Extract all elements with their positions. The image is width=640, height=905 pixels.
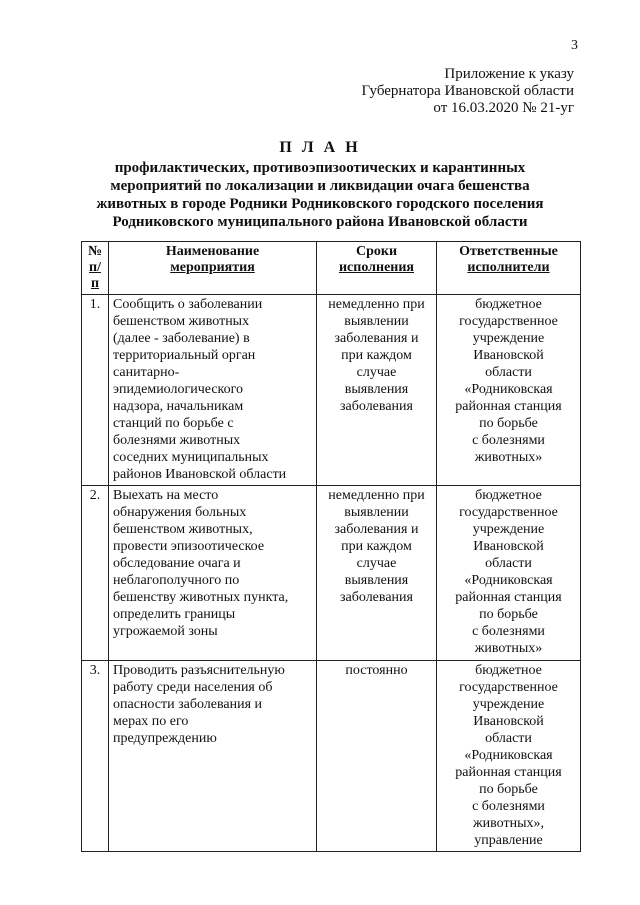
- header-text: исполнители: [467, 260, 550, 275]
- cell-text-line: бешенству животных пункта,: [113, 590, 289, 605]
- cell-text-line: управление: [474, 833, 543, 848]
- responsible-cell: [437, 295, 581, 486]
- activity-cell: [109, 486, 317, 661]
- subtitle-line: Родниковского муниципального района Ивановской области: [112, 214, 528, 230]
- cell-text-line: выявления: [344, 573, 409, 588]
- cell-text-line: по борьбе: [479, 782, 538, 797]
- plan-table: [81, 241, 581, 852]
- cell-text-line: по борьбе: [479, 416, 538, 431]
- table-header-row: [82, 242, 581, 295]
- cell-text-line: области: [485, 731, 532, 746]
- cell-text-line: Выехать на место: [113, 488, 219, 503]
- cell-text-line: Ивановской: [473, 348, 544, 363]
- appendix-line: Приложение к указу: [444, 66, 574, 82]
- cell-text-line: по борьбе: [479, 607, 538, 622]
- cell-text-line: соседних муниципальных: [113, 450, 269, 465]
- cell-text-line: провести эпизоотическое: [113, 539, 265, 554]
- cell-text-line: случае: [356, 365, 397, 380]
- cell-text-line: «Родниковская: [464, 573, 553, 588]
- cell-text-line: бюджетное: [475, 297, 542, 312]
- cell-text-line: области: [485, 556, 532, 571]
- cell-text-line: Ивановской: [473, 539, 544, 554]
- cell-text-line: государственное: [459, 505, 558, 520]
- deadline-cell: [317, 486, 437, 661]
- cell-text-line: Проводить разъяснительную: [113, 663, 285, 678]
- cell-text-line: учреждение: [472, 697, 545, 712]
- column-header-responsible: [437, 242, 581, 295]
- cell-text-line: обнаружения больных: [113, 505, 247, 520]
- document-title-block: [0, 139, 640, 231]
- cell-text-line: определить границы: [113, 607, 236, 622]
- cell-text-line: (далее - заболевание) в: [113, 331, 250, 346]
- cell-text-line: работу среди населения об: [113, 680, 273, 695]
- column-header-deadline: [317, 242, 437, 295]
- deadline-cell: [317, 295, 437, 486]
- cell-text-line: эпидемиологического: [113, 382, 244, 397]
- appendix-note: [361, 66, 574, 117]
- cell-text-line: бюджетное: [475, 663, 542, 678]
- table-row: [82, 295, 581, 486]
- cell-text-line: территориальный орган: [113, 348, 256, 363]
- cell-text-line: с болезнями: [472, 799, 545, 814]
- cell-text-line: животных»,: [472, 816, 544, 831]
- activity-cell: [109, 295, 317, 486]
- cell-text-line: учреждение: [472, 331, 545, 346]
- header-text: мероприятия: [170, 260, 255, 275]
- cell-text-line: санитарно-: [113, 365, 180, 380]
- header-text: Ответственные: [459, 244, 558, 259]
- deadline-cell: [317, 661, 437, 852]
- appendix-line: от 16.03.2020 № 21-уг: [433, 100, 574, 116]
- cell-text-line: заболевания: [340, 590, 413, 605]
- cell-text-line: немедленно при: [328, 297, 425, 312]
- responsible-cell: [437, 486, 581, 661]
- cell-text-line: при каждом: [341, 539, 412, 554]
- cell-text-line: угрожаемой зоны: [113, 624, 218, 639]
- subtitle-line: животных в городе Родники Родниковского городского поселения: [96, 196, 544, 212]
- table-row: [82, 486, 581, 661]
- header-text: исполнения: [338, 260, 414, 275]
- cell-text-line: «Родниковская: [464, 748, 553, 763]
- cell-text-line: бешенством животных: [113, 314, 250, 329]
- header-text: Наименование: [165, 244, 260, 259]
- cell-text-line: неблагополучного по: [113, 573, 240, 588]
- cell-text-line: с болезнями: [472, 433, 545, 448]
- cell-text-line: с болезнями: [472, 624, 545, 639]
- cell-text-line: бюджетное: [475, 488, 542, 503]
- cell-text-line: государственное: [459, 680, 558, 695]
- cell-text-line: болезнями животных: [113, 433, 241, 448]
- table-row: [82, 661, 581, 852]
- cell-text-line: выявлении: [344, 314, 409, 329]
- cell-text-line: Сообщить о заболевании: [113, 297, 263, 312]
- cell-text-line: государственное: [459, 314, 558, 329]
- header-text: п/п: [89, 260, 101, 291]
- cell-text-line: области: [485, 365, 532, 380]
- cell-text-line: надзора, начальникам: [113, 399, 244, 414]
- cell-text-line: при каждом: [341, 348, 412, 363]
- cell-text-line: заболевания и: [334, 522, 419, 537]
- cell-text-line: заболевания: [340, 399, 413, 414]
- header-text: Сроки: [355, 244, 398, 259]
- cell-text-line: районная станция: [455, 765, 562, 780]
- cell-text-line: Ивановской: [473, 714, 544, 729]
- cell-text-line: районов Ивановской области: [113, 467, 287, 482]
- cell-text-line: бешенством животных,: [113, 522, 253, 537]
- cell-text-line: выявлении: [344, 505, 409, 520]
- column-header-activity: [109, 242, 317, 295]
- cell-text-line: районная станция: [455, 590, 562, 605]
- row-number-cell: 2.: [82, 486, 109, 661]
- document-title: П Л А Н: [279, 139, 361, 156]
- header-text: №: [87, 244, 103, 259]
- column-header-number: [82, 242, 109, 295]
- cell-text-line: мерах по его: [113, 714, 189, 729]
- cell-text-line: «Родниковская: [464, 382, 553, 397]
- cell-text-line: животных»: [474, 641, 543, 656]
- cell-text-line: постоянно: [345, 663, 408, 678]
- cell-text-line: случае: [356, 556, 397, 571]
- cell-text-line: животных»: [474, 450, 543, 465]
- appendix-line: Губернатора Ивановской области: [361, 83, 574, 99]
- activity-cell: [109, 661, 317, 852]
- cell-text-line: учреждение: [472, 522, 545, 537]
- cell-text-line: станций по борьбе с: [113, 416, 234, 431]
- responsible-cell: [437, 661, 581, 852]
- document-subtitle: [0, 159, 640, 231]
- cell-text-line: опасности заболевания и: [113, 697, 263, 712]
- cell-text-line: немедленно при: [328, 488, 425, 503]
- subtitle-line: мероприятий по локализации и ликвидации очага бешенства: [110, 178, 530, 194]
- cell-text-line: районная станция: [455, 399, 562, 414]
- row-number-cell: 1.: [82, 295, 109, 486]
- page-number: 3: [571, 38, 578, 53]
- cell-text-line: заболевания и: [334, 331, 419, 346]
- subtitle-line: профилактических, противоэпизоотических и карантинных: [114, 160, 526, 176]
- row-number-cell: 3.: [82, 661, 109, 852]
- cell-text-line: предупреждению: [113, 731, 217, 746]
- cell-text-line: обследование очага и: [113, 556, 241, 571]
- cell-text-line: выявления: [344, 382, 409, 397]
